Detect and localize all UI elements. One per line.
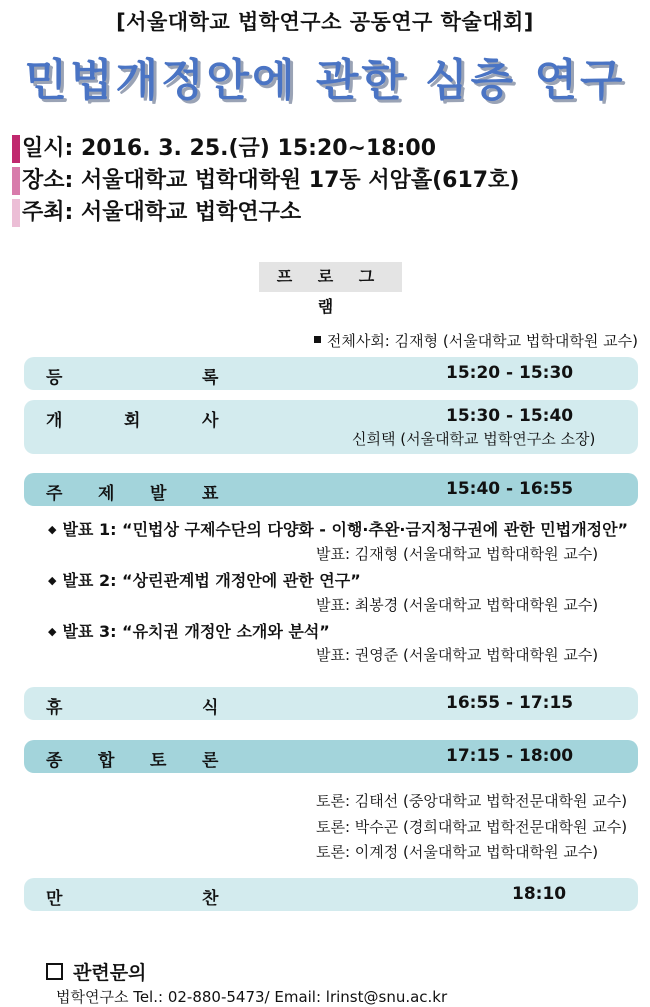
opening-label-2: 회 <box>124 411 141 431</box>
page-title: 민법개정안에 관한 심층 연구 <box>24 55 626 106</box>
event-subtitle: [서울대학교 법학연구소 공동연구 학술대회] <box>116 10 534 34</box>
event-date: 일시: 2016. 3. 25.(금) 15:20~18:00 <box>22 136 437 161</box>
presentations-label-4: 표 <box>202 484 219 504</box>
discussant-2: 토론: 박수곤 (경희대학교 법학전문대학원 교수) <box>316 818 628 836</box>
talk-2-title: ◆ 발표 2: “상린관계법 개정안에 관한 연구” <box>48 571 361 590</box>
discussant-3: 토론: 이계정 (서울대학교 법학대학원 교수) <box>316 843 599 861</box>
discussant-1: 토론: 김태선 (중앙대학교 법학전문대학원 교수) <box>316 792 628 810</box>
diamond-bullet-icon: ◆ <box>48 625 57 638</box>
discussion-label-1: 종 <box>46 751 63 771</box>
host-accent-bar <box>12 199 20 227</box>
presentations-label-2: 제 <box>98 484 115 504</box>
talk-3-presenter: 발표: 권영준 (서울대학교 법학대학원 교수) <box>316 646 599 664</box>
discussion-label-2: 합 <box>98 751 115 771</box>
discussion-label-3: 토 <box>150 751 167 771</box>
break-label-b: 식 <box>202 698 219 718</box>
opening-label-3: 사 <box>202 411 219 431</box>
break-label-a: 휴 <box>46 698 63 718</box>
moderator-text: 전체사회: 김재형 (서울대학교 법학대학원 교수) <box>326 332 638 350</box>
opening-speaker: 신희택 (서울대학교 법학연구소 소장) <box>352 430 596 448</box>
discussion-label-4: 론 <box>202 751 219 771</box>
dinner-time: 18:10 <box>512 884 567 904</box>
diamond-bullet-icon: ◆ <box>48 574 57 587</box>
program-heading: 프 로 그 램 <box>259 262 402 292</box>
break-row <box>24 687 638 720</box>
opening-time: 15:30 - 15:40 <box>446 406 574 426</box>
moderator-line <box>314 330 638 351</box>
discussion-time: 17:15 - 18:00 <box>446 746 574 766</box>
presentations-row <box>24 473 638 506</box>
dinner-row <box>24 878 638 911</box>
talk-3-title: ◆ 발표 3: “유치권 개정안 소개와 분석” <box>48 622 330 641</box>
registration-time: 15:20 - 15:30 <box>446 363 574 383</box>
talk-2-presenter: 발표: 최봉경 (서울대학교 법학대학원 교수) <box>316 596 599 614</box>
presentations-time: 15:40 - 16:55 <box>446 479 574 499</box>
presentations-label-1: 주 <box>46 484 63 504</box>
registration-label-b: 록 <box>202 368 219 388</box>
contact-info: 법학연구소 Tel.: 02-880-5473/ Email: lrinst@snu.ac.kr <box>56 988 448 1006</box>
discussion-row <box>24 740 638 773</box>
registration-row <box>24 357 638 390</box>
registration-label-a: 등 <box>46 368 63 388</box>
break-time: 16:55 - 17:15 <box>446 693 574 713</box>
talk-1-presenter: 발표: 김재형 (서울대학교 법학대학원 교수) <box>316 545 599 563</box>
opening-label-1: 개 <box>46 411 63 431</box>
presentations-label-3: 발 <box>150 484 167 504</box>
checkbox-square-icon <box>46 963 63 980</box>
square-bullet-icon <box>314 336 321 343</box>
talk-1-title: ◆ 발표 1: “민법상 구제수단의 다양화 - 이행·추완·금지청구권에 관한 민법개정안” <box>48 520 629 539</box>
opening-row <box>24 400 638 454</box>
contact-heading: 관련문의 <box>46 958 146 985</box>
dinner-label-b: 찬 <box>202 889 219 909</box>
dinner-label-a: 만 <box>46 889 63 909</box>
event-host: 주최: 서울대학교 법학연구소 <box>22 200 302 225</box>
event-place: 장소: 서울대학교 법학대학원 17동 서암홀(617호) <box>22 168 520 193</box>
date-accent-bar <box>12 135 20 163</box>
place-accent-bar <box>12 167 20 195</box>
diamond-bullet-icon: ◆ <box>48 523 57 536</box>
